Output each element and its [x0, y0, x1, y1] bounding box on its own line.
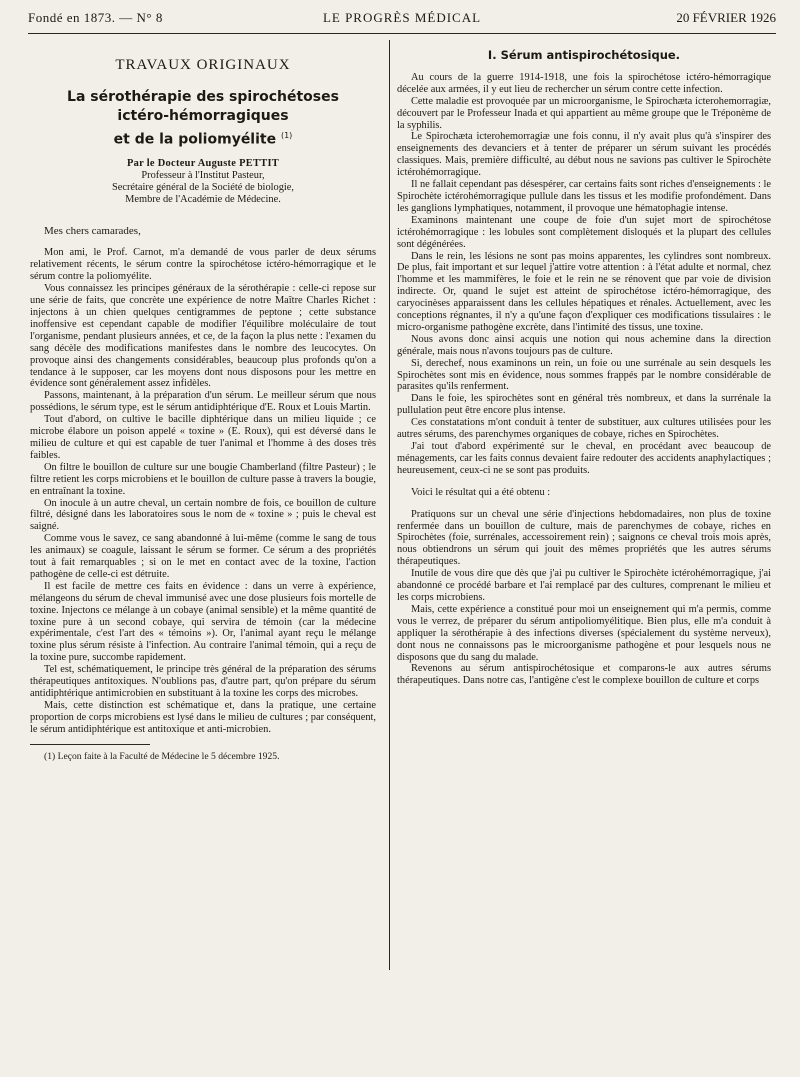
section-title: TRAVAUX ORIGINAUX [115, 57, 291, 73]
paragraph: Au cours de la guerre 1914-1918, une fois la spirochétose ictéro-hémorragique décelée aux armées, il y eut lieu de rechercher un sérum contre cette infection. [397, 71, 771, 95]
paragraph: Il est facile de mettre ces faits en évidence : dans un verre à expérience, mélangeons du sérum de cheval immunisé avec une dose plusieurs fois mortelle de toxine. Injectons ce mélange à un cobaye (animal sensible) et la même quantité de toxine pure à un second cobaye, qui servira de témoin (car la médecine expérimentale, c'est l'art des « témoins »). Or, l'animal ayant reçu le mélange toxine plus sérum résiste à l'infection. Au contraire l'animal témoin, qui a reçu de la toxine pure, succombe rapidement. [30, 580, 376, 664]
title-footnote-mark: (1) [280, 130, 293, 140]
paragraph: Ces constatations m'ont conduit à tenter de substituer, aux cultures utilisées pour les autres sérums, des parenchymes organiques de cobaye, riches en Spirochètes. [397, 417, 771, 441]
page-header [28, 10, 776, 32]
paragraph: Pratiquons sur un cheval une série d'injections hebdomadaires, non plus de toxine renfermée dans un bouillon de culture, mais de parenchymes de cobaye, riches en Spirochètes (foie, surrénales, accessoirement rein) ; saignons ce cheval trois mois après, nous obtiendrons un sérum qui jouit des mêmes propriétés que les autres sérums thérapeutiques. [397, 508, 771, 568]
paragraph: Le Spirochæta icterohemorragiæ une fois connu, il n'y avait plus qu'à s'inspirer des enseignements des devanciers et à tenter de préparer un sérum suivant les procédés classiques. Mais, première difficulté, au début nous ne savions pas cultiver le Spirochète ictérohémorragique. [397, 131, 771, 179]
paragraph: Passons, maintenant, à la préparation d'un sérum. Le meilleur sérum que nous possédions, le sérum type, est le sérum antidiphtérique d'E. Roux et Louis Martin. [30, 390, 376, 414]
header-journal-name: LE PROGRÈS MÉDICAL [322, 10, 482, 25]
footnote: (1) Leçon faite à la Faculté de Médecine le 5 décembre 1925. [44, 750, 280, 762]
author-line: Par le Docteur Auguste PETTIT [126, 157, 280, 169]
left-column [30, 44, 376, 1059]
subsection-title: I. Sérum antispirochétosique. [487, 48, 681, 62]
paragraph: Revenons au sérum antispirochétosique et comparons-le aux autres sérums thérapeutiques. Dans notre cas, l'antigène c'est le complexe bouillon de culture et corps [397, 663, 771, 687]
paragraph: Nous avons donc ainsi acquis une notion qui nous achemine dans la direction générale, mais nous n'avons toujours pas de culture. [397, 333, 771, 357]
paragraph: Mais, cette expérience a constitué pour moi un enseignement qui m'a permis, comme vous le verrez, de préparer du sérum antipoliomyélitique. Bien plus, elle m'a conduit à appliquer la sérothérapie à des infections diverses (spécialement du système nerveux), dont nous ne connaissons pas le microorganisme pathogène et pour lesquels nous ne disposons que du sang du malade. [397, 603, 771, 663]
affiliation-3: Membre de l'Académie de Médecine. [125, 193, 281, 205]
left-body [30, 247, 376, 735]
paragraph: Voici le résultat qui a été obtenu : [411, 486, 551, 498]
title-line-3 [30, 126, 376, 150]
spacer [397, 499, 771, 509]
article-title [30, 88, 376, 150]
paragraph: Tout d'abord, on cultive le bacille diphtérique dans un milieu liquide ; ce microbe élabore un poison appelé « toxine » (E. Roux), qui est déversé dans le milieu de culture et qui est capable de tuer l'animal et l'homme à des doses très faibles. [30, 414, 376, 461]
title-line-3-text: et de la poliomyélite [113, 131, 277, 148]
paragraph: On inocule à un autre cheval, un certain nombre de fois, ce bouillon de culture filtré, désigné dans les laboratoires sous le nom de « toxine » ; puis le cheval est saigné. [30, 497, 376, 533]
right-column [397, 44, 771, 1059]
spacer [397, 477, 771, 487]
paragraph: Mais, cette distinction est schématique et, dans la pratique, une certaine proportion de corps microbiens est lysé dans le milieu de cultures ; par conséquent, le sérum antidiphtérique est antitoxique et anti-microbien. [30, 699, 376, 735]
paragraph: Cette maladie est provoquée par un microorganisme, le Spirochæta icterohemorragiæ, découvert par le Professeur Inada et qui appartient au même groupe que le Tréponème de la syphilis. [397, 95, 771, 131]
paragraph: Il ne fallait cependant pas désespérer, car certains faits sont riches d'enseignements : le Spirochète ictérohémorragique pullule dans les tissus et les modifie profondément. Dans les ganglions lymphatiques, notamment, il provoque une hématophagie intense. [397, 179, 771, 214]
paragraph: Examinons maintenant une coupe de foie d'un sujet mort de spirochétose ictérohémorragique : les lobules sont complètement disloqués et la plupart des cellules sont dégénérées. [397, 214, 771, 250]
paragraph: Tel est, schématiquement, le principe très général de la préparation des sérums thérapeutiques antitoxiques. N'oublions pas, d'autre part, qu'on prépare du sérum antidiphtérique antimicrobien en substituant à la toxine les corps des microbes. [30, 664, 376, 699]
paragraph: J'ai tout d'abord expérimenté sur le cheval, en procédant avec beaucoup de ménagements, car les faits connus devaient faire redouter des accidents anaphylactiques ; heureusement, ceux-ci ne se sont pas produits. [397, 441, 771, 476]
paragraph: Dans le foie, les spirochètes sont en général très nombreux, et dans la surrénale la pullulation peut être encore plus intense. [397, 393, 771, 417]
paragraph: Dans le rein, les lésions ne sont pas moins apparentes, les cylindres sont nombreux. De plus, fait important et sur lequel j'attire votre attention : à l'état adulte et normal, chez l'homme et les mammifères, le foie et le rein ne se rénovent que par voie de division indirecte. Or, quand le sujet est atteint de spirochétose ictéro-hémorragique, des caryocinèses apparaissent dans les cellules hépatiques et rénales. Actuellement, avec les conceptions régnantes, il n'y a qu'une façon d'expliquer ces modifications tissulaires : le micro-organisme pathogène excrète, dans l'intimité des tissus, une toxine. [397, 250, 771, 333]
salutation: Mes chers camarades, [44, 224, 141, 237]
paragraph: Comme vous le savez, ce sang abandonné à lui-même (comme le sang de tous les animaux) se coagule, laissant le sérum se former. Ce sérum a des propriétés tout à fait remarquables ; si on le met en contact avec de la toxine, l'action pathogène de celle-ci est détruite. [30, 533, 376, 580]
paragraph: Si, derechef, nous examinons un rein, un foie ou une surrénale au sein desquels les Spirochètes sont mis en évidence, nous sommes frappés par le nombre considérable de parasites qu'ils renferment. [397, 357, 771, 393]
byline [30, 158, 376, 206]
paragraph: Mon ami, le Prof. Carnot, m'a demandé de vous parler de deux sérums relativement récents, le sérum contre la spirochétose ictéro-hémorragique et le sérum contre la poliomyélite. [30, 247, 376, 283]
header-date: 20 FÉVRIER 1926 [676, 10, 776, 25]
affiliation-1: Professeur à l'Institut Pasteur, [141, 169, 265, 181]
footnote-rule [30, 744, 150, 745]
column-divider [389, 40, 390, 970]
title-line-1: La sérothérapie des spirochétoses [67, 88, 339, 105]
paragraph: On filtre le bouillon de culture sur une bougie Chamberland (filtre Pasteur) ; le filtre retient les corps microbiens et le bouillon de culture passe à travers la bougie, en entraînant la toxine. [30, 461, 376, 497]
header-founded: Fondé en 1873. — N° 8 [28, 10, 163, 25]
paragraph: Inutile de vous dire que dès que j'ai pu cultiver le Spirochète ictérohémorragique, j'ai abandonné ce procédé barbare et l'ai remplacé par des cultures, comprenant le milieu et les corps microbiens. [397, 568, 771, 603]
paragraph: Vous connaissez les principes généraux de la sérothérapie : celle-ci repose sur une série de faits, que concrète une expérience de notre Maître Charles Richet : injectons à un chien quelques centigrammes de peptone ; cette substance inoffensive est cependant capable de modifier l'équilibre moléculaire de tout l'organisme, pendant plusieurs années, et ce, de la façon la plus nette : l'examen du sang décèle des modifications manifestes dans le nombre des leucocytes. On provoque ainsi des changements considérables, beaucoup plus profonds qu'on a tendance à le supposer, car les moyens dont nous disposons pour les mettre en évidence sont généralement assez infidèles. [30, 283, 376, 390]
header-rule [28, 33, 776, 34]
affiliation-2: Secrétaire général de la Société de biologie, [111, 181, 295, 193]
title-line-2: ictéro-hémorragiques [117, 107, 289, 124]
